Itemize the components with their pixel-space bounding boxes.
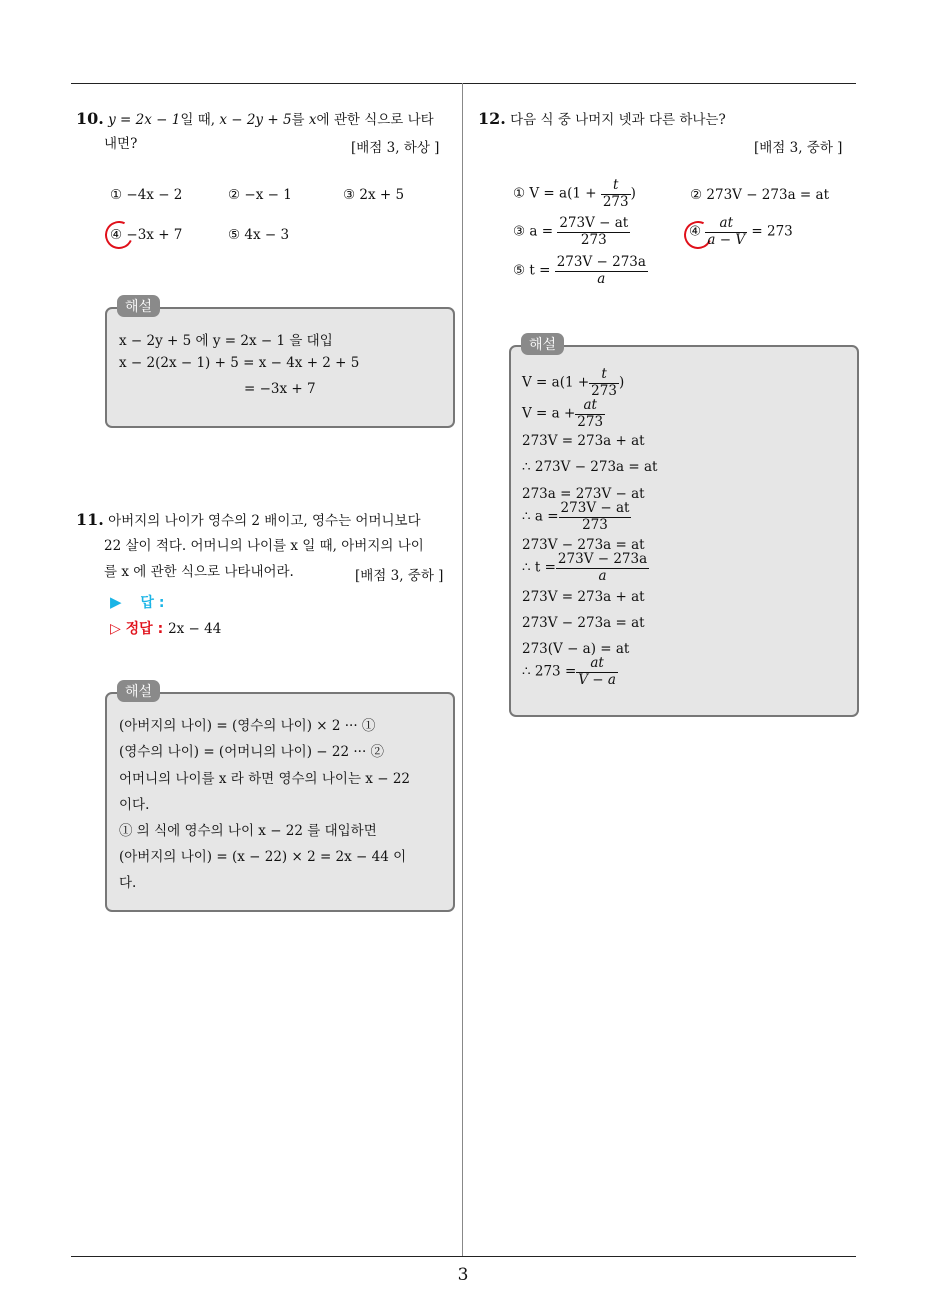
option-2[interactable]: ② 273V − 273a = at [690, 187, 829, 203]
option-1[interactable]: ① −4x − 2 [110, 187, 183, 203]
explanation-line: 273V = 273a + at [522, 433, 645, 449]
question-meta: [배점 3, 중하 ] [355, 568, 444, 584]
question-12: 12. 다음 식 중 나머지 넷과 다른 하나는? [478, 109, 726, 128]
outline-triangle-icon: ▷ [110, 621, 121, 637]
column-divider [462, 83, 463, 1256]
question-meta: [배점 3, 중하 ] [754, 140, 843, 156]
explanation-line: 273(V − a) = at [522, 641, 630, 657]
answer-row [110, 592, 164, 612]
option-5[interactable]: ⑤ 4x − 3 [228, 227, 290, 243]
question-meta: [배점 3, 하상 ] [351, 140, 440, 156]
explanation-line: ∴ a = $\frac{273V - at}{273}$ [522, 500, 630, 533]
question-number: 12. [478, 109, 506, 128]
option-3[interactable]: ③ a = $\frac{273V - at}{273}$ [513, 215, 629, 248]
explanation-line: 다. [119, 875, 137, 891]
page-number: 3 [457, 1265, 469, 1285]
explanation-line: V = a + $\frac{at}{273}$ [522, 397, 604, 430]
explanation-line: 이다. [119, 797, 150, 813]
option-1[interactable]: ① V = a(1 + $\frac{t}{273}$ ) [513, 177, 636, 210]
option-4[interactable]: ④ −3x + 7 [110, 227, 183, 243]
explanation-line: (아버지의 나이) = (x − 22) × 2 = 2x − 44 이 [119, 849, 407, 865]
option-3[interactable]: ③ 2x + 5 [343, 187, 405, 203]
explanation-line: ① 의 식에 영수의 나이 x − 22 를 대입하면 [119, 823, 377, 839]
explanation-line: x − 2y + 5 에 y = 2x − 1 을 대입 [119, 333, 333, 349]
explanation-line: ∴ 273 = $\frac{at}{V - a}$ [522, 655, 616, 688]
explanation-line: = −3x + 7 [244, 381, 316, 397]
explanation-line: (영수의 나이) = (어머니의 나이) − 22 ··· ② [119, 744, 385, 760]
play-triangle-icon: ▶ [110, 593, 122, 611]
question-number: 10. [76, 109, 104, 128]
explanation-tag: 해설 [521, 333, 564, 355]
explanation-line: 273a = 273V − at [522, 486, 645, 502]
correct-label: 정답 : [125, 621, 164, 637]
option-2[interactable]: ② −x − 1 [228, 187, 292, 203]
explanation-line: 273V − 273a = at [522, 537, 645, 553]
explanation-line: 273V − 273a = at [522, 615, 645, 631]
question-11-line3: 를 x 에 관한 식으로 나타내어라. [104, 564, 294, 580]
explanation-line: x − 2(2x − 1) + 5 = x − 4x + 2 + 5 [119, 355, 360, 371]
correct-value: 2x − 44 [168, 621, 222, 637]
option-5[interactable]: ⑤ t = $\frac{273V - 273a}{a}$ [513, 254, 646, 287]
correct-answer-row [110, 618, 221, 638]
question-number: 11. [76, 510, 104, 529]
explanation-line: (아버지의 나이) = (영수의 나이) × 2 ··· ① [119, 718, 376, 734]
question-10-line2: 내면? [104, 136, 138, 152]
explanation-line: ∴ t = $\frac{273V - 273a}{a}$ [522, 551, 648, 584]
question-11: 11. 아버지의 나이가 영수의 2 배이고, 영수는 어머니보다 [76, 510, 421, 529]
question-11-line2: 22 살이 적다. 어머니의 나이를 x 일 때, 아버지의 나이 [104, 538, 424, 554]
explanation-line: 273V = 273a + at [522, 589, 645, 605]
bottom-rule [71, 1256, 856, 1257]
explanation-line: ∴ 273V − 273a = at [522, 459, 658, 475]
option-4[interactable]: ④ $\frac{at}{a - V}$ = 273 [689, 215, 793, 248]
explanation-line: V = a(1 + $\frac{t}{273}$ ) [522, 366, 625, 399]
top-rule [71, 83, 856, 84]
question-10: 10. y = 2x − 1일 때, x − 2y + 5를 x에 관한 식으로 나타 [76, 109, 434, 128]
explanation-tag: 해설 [117, 295, 160, 317]
explanation-tag: 해설 [117, 680, 160, 702]
explanation-line: 어머니의 나이를 x 라 하면 영수의 나이는 x − 22 [119, 771, 410, 787]
answer-label: 답 : [140, 595, 165, 611]
